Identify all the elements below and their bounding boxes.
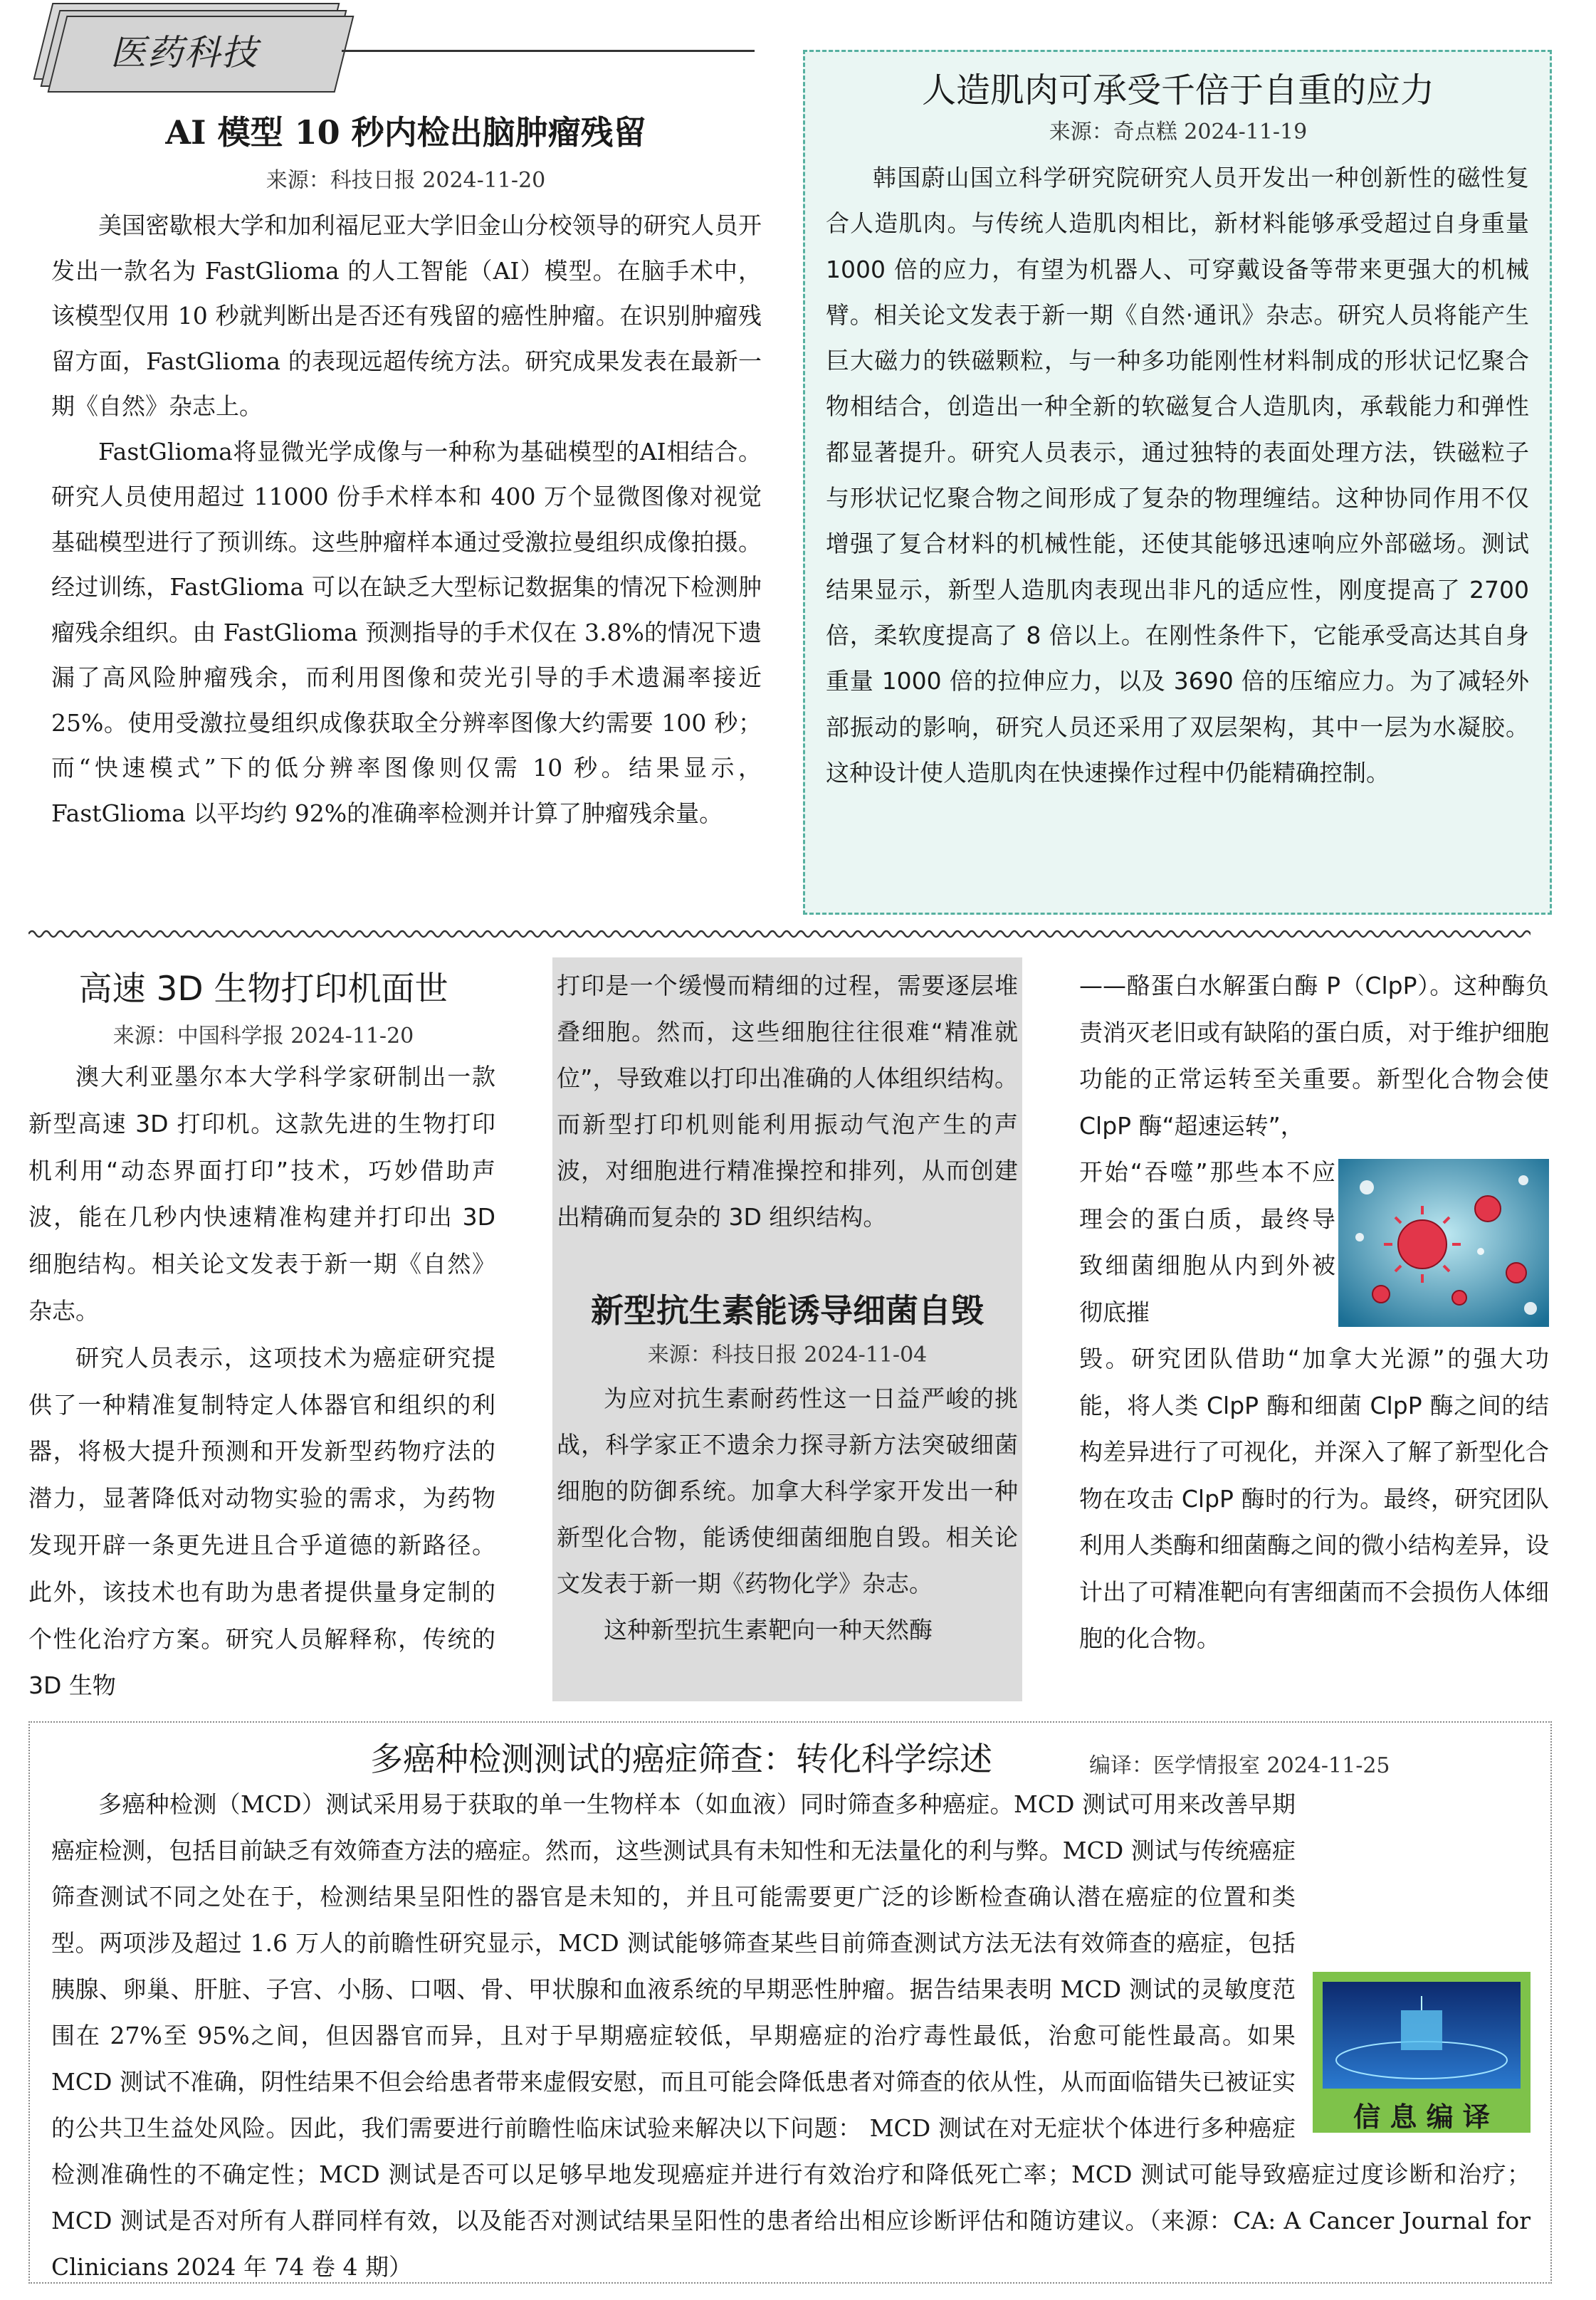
article2-source: 来源：奇点糕 2024-11-19 (1049, 120, 1308, 145)
article1-paragraph: FastGlioma将显微光学成像与一种称为基础模型的AI相结合。研究人员使用超过 11000 份手术样本和 400 万个显微图像对视觉基础模型进行了预训练。这些肿瘤样本通过受激拉曼组织成像拍摄。经过训练，FastGlioma 可以在缺乏大型标记数据集的情况下检测肿瘤残余组织。由 FastGlioma 预测指导的手术仅在 3.8%的情况下遗漏了高风险肿瘤残余，而利用图像和荧光引导的手术遗漏率接近 25%。使用受激拉曼组织成像获取全分辨率图像大约需要 100 秒；而“快速模式”下的低分辨率图像则仅需 10 秒。结果显示，FastGlioma 以平均约 92%的准确率检测并计算了肿瘤残余量。 (51, 437, 762, 827)
article3-body (28, 1054, 495, 1709)
article3-source: 来源：中国科学报 2024-11-20 (112, 1024, 414, 1049)
info-compile-icon (1323, 1982, 1521, 2089)
article4-paragraph: 这种新型抗生素靶向一种天然酶 (604, 1616, 933, 1644)
article4-continuation-wrap: 开始“吞噬”那些本不应理会的蛋白质，最终导致细菌细胞从内到外被彻底摧 (1079, 1158, 1335, 1326)
wavy-divider (28, 925, 1531, 942)
article2-title: 人造肌肉可承受千倍于自重的应力 (921, 70, 1434, 110)
article1-title: AI 模型 10 秒内检出脑肿瘤残留 (165, 113, 646, 152)
bacteria-illustration-icon (1338, 1159, 1549, 1327)
article5-paragraph: 多癌种检测（MCD）测试采用易于获取的单一生物样本（如血液）同时筛查多种癌症。MCD 测试可用来改善早期癌症检测，包括目前缺乏有效筛查方法的癌症。然而，这些测试具有未知性和无法量化的利与弊。MCD 测试与传统癌症筛查测试不同之处在于，检测结果呈阳性的器官是未知的，并且可能需要更广泛的诊断检查确认潜在癌症的位置和类型。两项涉及超过 1.6 万人的前瞻性研究显示，MCD 测试能够筛查某些目前筛查测试方法无法有效筛查的癌症，包括胰腺、卵巢、肝脏、子宫、小肠、口咽、骨、甲状腺和血液系统的早期恶性肿瘤。据告结果表明 MCD 测试的灵敏度范围在 27%至 95%之间，但因器官而异，且对于早期癌症较低，早期癌症的治疗毒性最低，治愈可能性最高。如果 MCD 测试不准确，阴性结果不但会给患者带来虚假安慰，而且可能会降低患者对筛查的依从性，从而面临错失已被证实的公共卫生益处风险。因此，我们需要进行前瞻性临床试验来解决以下问题： MCD 测试在对无症状个体进行多种癌症检测准确性的不确定性；MCD 测试是否可以足够早地发现癌症并进行有效治疗和降低死亡率；MCD 测试可能导致癌症过度诊断和治疗；MCD 测试是否对所有人群同样有效，以及能否对测试结果呈阳性的患者给出相应诊断评估和随访建议。（来源：CA: A Cancer Journal for Clinicians 2024 年 74 卷 4 期） (51, 1790, 1531, 2281)
article2-body (826, 155, 1529, 796)
info-compile-badge (1313, 1972, 1531, 2133)
article4-source: 来源：科技日报 2024-11-04 (647, 1343, 928, 1367)
article1-source: 来源：科技日报 2024-11-20 (266, 168, 546, 193)
article3-continuation: 打印是一个缓慢而精细的过程，需要逐层堆叠细胞。然而，这些细胞往往很难“精准就位”，导致难以打印出准确的人体组织结构。而新型打印机则能利用振动气泡产生的声波，对细胞进行精准操控和排列，从而创建出精确而复杂的 3D 组织结构。 (557, 972, 1018, 1231)
article1-paragraph: 美国密歇根大学和加利福尼亚大学旧金山分校领导的研究人员开发出一款名为 FastGlioma 的人工智能（AI）模型。在脑手术中，该模型仅用 10 秒就判断出是否还有残留的癌性肿瘤。在识别肿瘤残留方面，FastGlioma 的表现远超传统方法。研究成果发表在最新一期《自然》杂志上。 (51, 211, 762, 420)
article3-paragraph: 研究人员表示，这项技术为癌症研究提供了一种精准复制特定人体器官和组织的利器，将极大提升预测和开发新型药物疗法的潜力，显著降低对动物实验的需求，为药物发现开辟一条更先进且合乎道德的新路径。此外，该技术也有助为患者提供量身定制的个性化治疗方案。研究人员解释称，传统的 3D 生物 (28, 1343, 495, 1700)
section-tab-label: 医药科技 (110, 32, 258, 73)
article4-continuation-top: ——酪蛋白水解蛋白酶 P（ClpP）。这种酶负责消灭老旧或有缺陷的蛋白质，对于维护细胞功能的正常运转至关重要。新型化合物会使 ClpP 酶“超速运转”， (1079, 972, 1549, 1140)
article4-title: 新型抗生素能诱导细菌自毁 (591, 1291, 984, 1330)
article1-body (51, 203, 762, 836)
header-rule (342, 50, 755, 52)
article3-paragraph: 澳大利亚墨尔本大学科学家研制出一款新型高速 3D 打印机。这款先进的生物打印机利用“动态界面打印”技术，巧妙借助声波，能在几秒内快速精准构建并打印出 3D 细胞结构。相关论文发表于新一期《自然》杂志。 (28, 1063, 495, 1325)
article3-title: 高速 3D 生物打印机面世 (78, 970, 448, 1009)
article5-body (51, 1781, 1531, 2290)
article5-source: 编译：医学情报室 2024-11-25 (1089, 1753, 1390, 1778)
article4-paragraph: 为应对抗生素耐药性这一日益严峻的挑战，科学家正不遗余力探寻新方法突破细菌细胞的防御系统。加拿大科学家开发出一种新型化合物，能诱使细菌细胞自毁。相关论文发表于新一期《药物化学》杂志。 (557, 1385, 1018, 1597)
article4-body (557, 1375, 1018, 1653)
article5-title: 多癌种检测测试的癌症筛查：转化科学综述 (370, 1740, 992, 1778)
article4-continuation-bottom: 毁。研究团队借助“加拿大光源”的强大功能，将人类 ClpP 酶和细菌 ClpP 酶之间的结构差异进行了可视化，并深入了解了新型化合物在攻击 ClpP 酶时的行为。最终，研究团队利用人类酶和细菌酶之间的微小结构差异，设计出了可精准靶向有害细菌而不会损伤人体细胞的化合物。 (1079, 1345, 1549, 1652)
article2-paragraph: 韩国蔚山国立科学研究院研究人员开发出一种创新性的磁性复合人造肌肉。与传统人造肌肉相比，新材料能够承受超过自身重量 1000 倍的应力，有望为机器人、可穿戴设备等带来更强大的机械臂。相关论文发表于新一期《自然·通讯》杂志。研究人员将能产生巨大磁力的铁磁颗粒，与一种多功能刚性材料制成的形状记忆聚合物相结合，创造出一种全新的软磁复合人造肌肉，承载能力和弹性都显著提升。研究人员表示，通过独特的表面处理方法，铁磁粒子与形状记忆聚合物之间形成了复杂的物理缠结。这种协同作用不仅增强了复合材料的机械性能，还使其能够迅速响应外部磁场。测试结果显示，新型人造肌肉表现出非凡的适应性，刚度提高了 2700 倍，柔软度提高了 8 倍以上。在刚性条件下，它能承受高达其自身重量 1000 倍的拉伸应力，以及 3690 倍的压缩应力。为了减轻外部振动的影响，研究人员还采用了双层架构，其中一层为水凝胶。这种设计使人造肌肉在快速操作过程中仍能精确控制。 (826, 164, 1529, 787)
info-compile-label: 信 息 编 译 (1353, 2101, 1490, 2133)
